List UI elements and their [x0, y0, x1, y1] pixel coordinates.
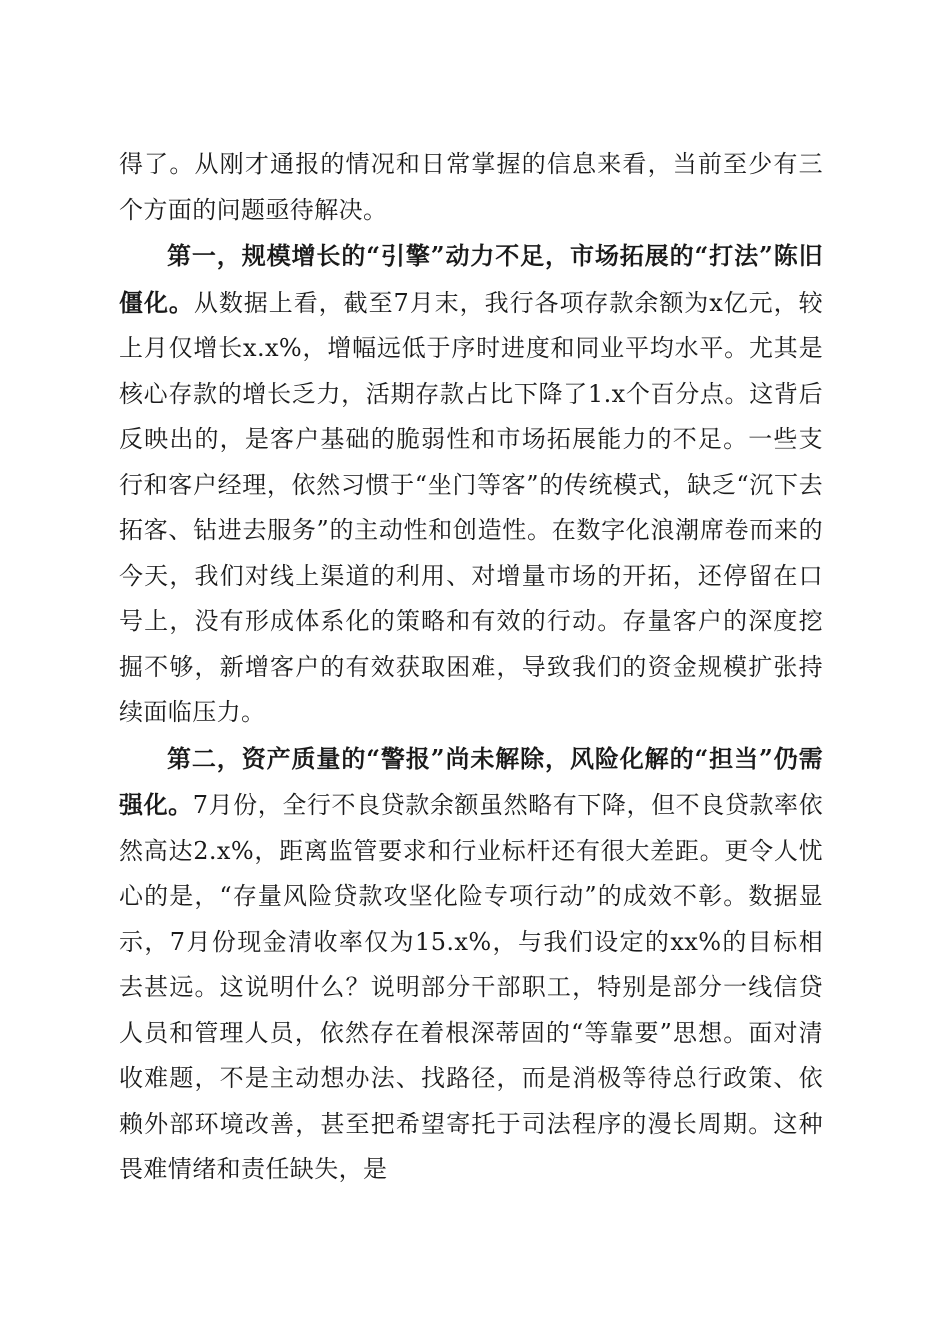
document-body [119, 142, 823, 1193]
paragraph-text: 从数据上看，截至7月末，我行各项存款余额为x亿元，较上月仅增长x.x%，增幅远低于序时进度和同业平均水平。尤其是核心存款的增长乏力，活期存款占比下降了1.x个百分点。这背后反映出的，是客户基础的脆弱性和市场拓展能力的不足。一些支行和客户经理，依然习惯于“坐门等客”的传统模式，缺乏“沉下去拓客、钻进去服务”的主动性和创造性。在数字化浪潮席卷而来的今天，我们对线上渠道的利用、对增量市场的开拓，还停留在口号上，没有形成体系化的策略和有效的行动。存量客户的深度挖掘不够，新增客户的有效获取困难，导致我们的资金规模扩张持续面临压力。 [119, 288, 824, 726]
paragraph-text: 得了。从刚才通报的情况和日常掌握的信息来看，当前至少有三个方面的问题亟待解决。 [119, 150, 823, 224]
paragraph-heading: 第二，资产质量的“警报”尚未解除，风险化解的“担当”仍需强化。 [119, 743, 823, 819]
paragraph-heading: 第一，规模增长的“引擎”动力不足，市场拓展的“打法”陈旧僵化。 [119, 241, 823, 317]
paragraph-intro [119, 142, 823, 233]
paragraph-text: 7月份，全行不良贷款余额虽然略有下降，但不良贷款率依然高达2.x%，距离监管要求和行业标杆还有很大差距。更令人忧心的是，“存量风险贷款攻坚化险专项行动”的成效不彰。数据显示，7月份现金清收率仅为15.x%，与我们设定的xx%的目标相去甚远。这说明什么？说明部分干部职工，特别是部分一线信贷人员和管理人员，依然存在着根深蒂固的“等靠要”思想。面对清收难题，不是主动想办法、找路径，而是消极等待总行政策、依赖外部环境改善，甚至把希望寄托于司法程序的漫长周期。这种畏难情绪和责任缺失，是 [119, 791, 823, 1183]
paragraph-first-issue [119, 233, 823, 736]
paragraph-second-issue [119, 736, 823, 1193]
